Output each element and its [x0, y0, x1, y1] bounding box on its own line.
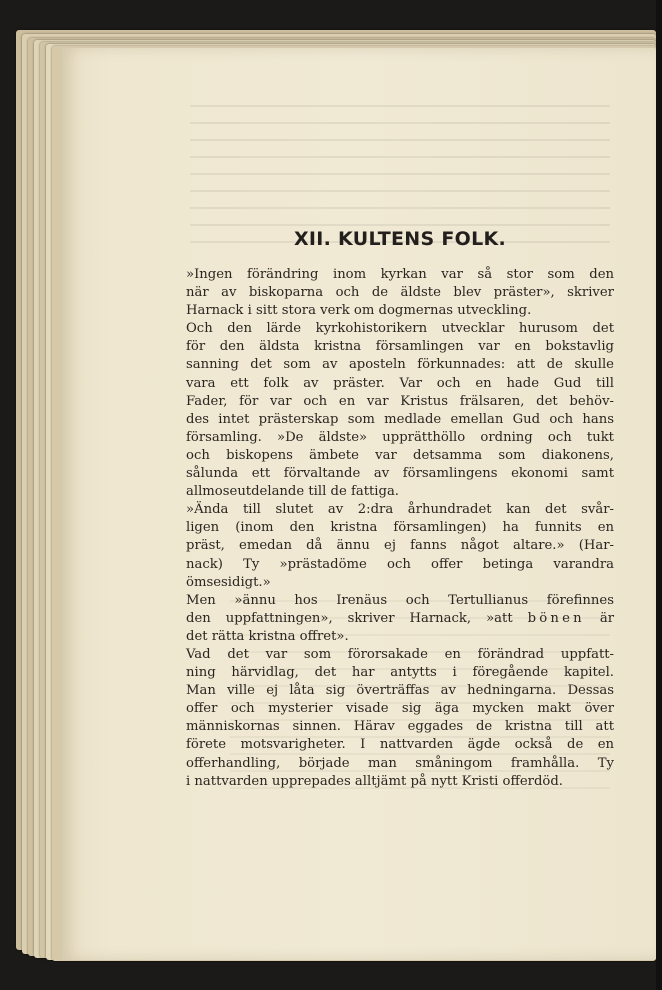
text-line: Vad det var som förorsakade en förändrad uppfatt- — [186, 646, 614, 662]
paragraph-2 — [186, 320, 614, 501]
text-line: allmoseutdelande till de fattiga. — [186, 484, 400, 500]
text-line: Men »ännu hos Irenäus och Tertullianus förefinnes — [186, 592, 614, 608]
text-line: sålunda ett förvaltande av församlingens ekonomi samt — [186, 466, 614, 482]
text-line: Fader, för var och en var Kristus frälsaren, det behöv- — [186, 393, 614, 409]
text-fragment: den uppfattningen», skriver Harnack, »att — [186, 610, 528, 626]
text-line: ligen (inom den kristna församlingen) ha funnits en — [186, 520, 614, 536]
text-line: Man ville ej låta sig överträffas av hedningarna. Dessas — [186, 683, 614, 699]
paragraph-5 — [186, 646, 614, 791]
text-line: och biskopens ämbete var detsamma som diakonens, — [186, 447, 614, 463]
text-line: präst, emedan då ännu ej fanns något altare.» (Har- — [186, 538, 614, 554]
spaced-word: bönen — [527, 610, 585, 626]
text-fragment: är — [584, 610, 614, 626]
text-line: »Ända till slutet av 2:dra århundradet kan det svår- — [186, 502, 614, 518]
background-strip — [656, 0, 662, 990]
text-line: des intet prästerskap som medlade emellan Gud och hans — [186, 411, 614, 427]
text-line: församling. »De äldste» upprätthöllo ordning och tukt — [186, 429, 614, 445]
paragraph-4 — [186, 592, 614, 646]
chapter-title: XII. KULTENS FOLK. — [293, 228, 507, 250]
text-line: ning härvidlag, det har antytts i föregående kapitel. — [186, 665, 614, 681]
text-line: sanning det som av aposteln förkunnades: att de skulle — [186, 357, 614, 373]
paragraph-3 — [186, 501, 614, 591]
text-line: offerhandling, började man småningom framhålla. Ty — [186, 755, 614, 771]
text-line: för den äldsta kristna församlingen var en bokstavlig — [186, 339, 614, 355]
text-line: människornas sinnen. Härav eggades de kristna till att — [186, 719, 614, 735]
text-line — [186, 610, 614, 628]
text-line: Harnack i sitt stora verk om dogmernas utveckling. — [186, 303, 532, 319]
text-line: när av biskoparna och de äldste blev präster», skriver — [186, 285, 614, 301]
paragraph-1 — [186, 266, 614, 320]
page-content — [186, 228, 614, 791]
text-line: det rätta kristna offret». — [186, 628, 349, 644]
text-line: nack) Ty »prästadöme och offer betinga varandra — [186, 556, 614, 572]
text-line: offer och mysterier visade sig äga mycken makt över — [186, 701, 614, 717]
text-line: ömsesidigt.» — [186, 574, 271, 590]
text-line: i nattvarden upprepades alltjämt på nytt Kristi offerdöd. — [186, 773, 563, 789]
text-line: Och den lärde kyrkohistorikern utvecklar hurusom det — [186, 321, 614, 337]
text-line: vara ett folk av präster. Var och en hade Gud till — [186, 375, 614, 391]
text-line: förete motsvarigheter. I nattvarden ägde också de en — [186, 737, 614, 753]
text-line: »Ingen förändring inom kyrkan var så stor som den — [186, 267, 614, 282]
